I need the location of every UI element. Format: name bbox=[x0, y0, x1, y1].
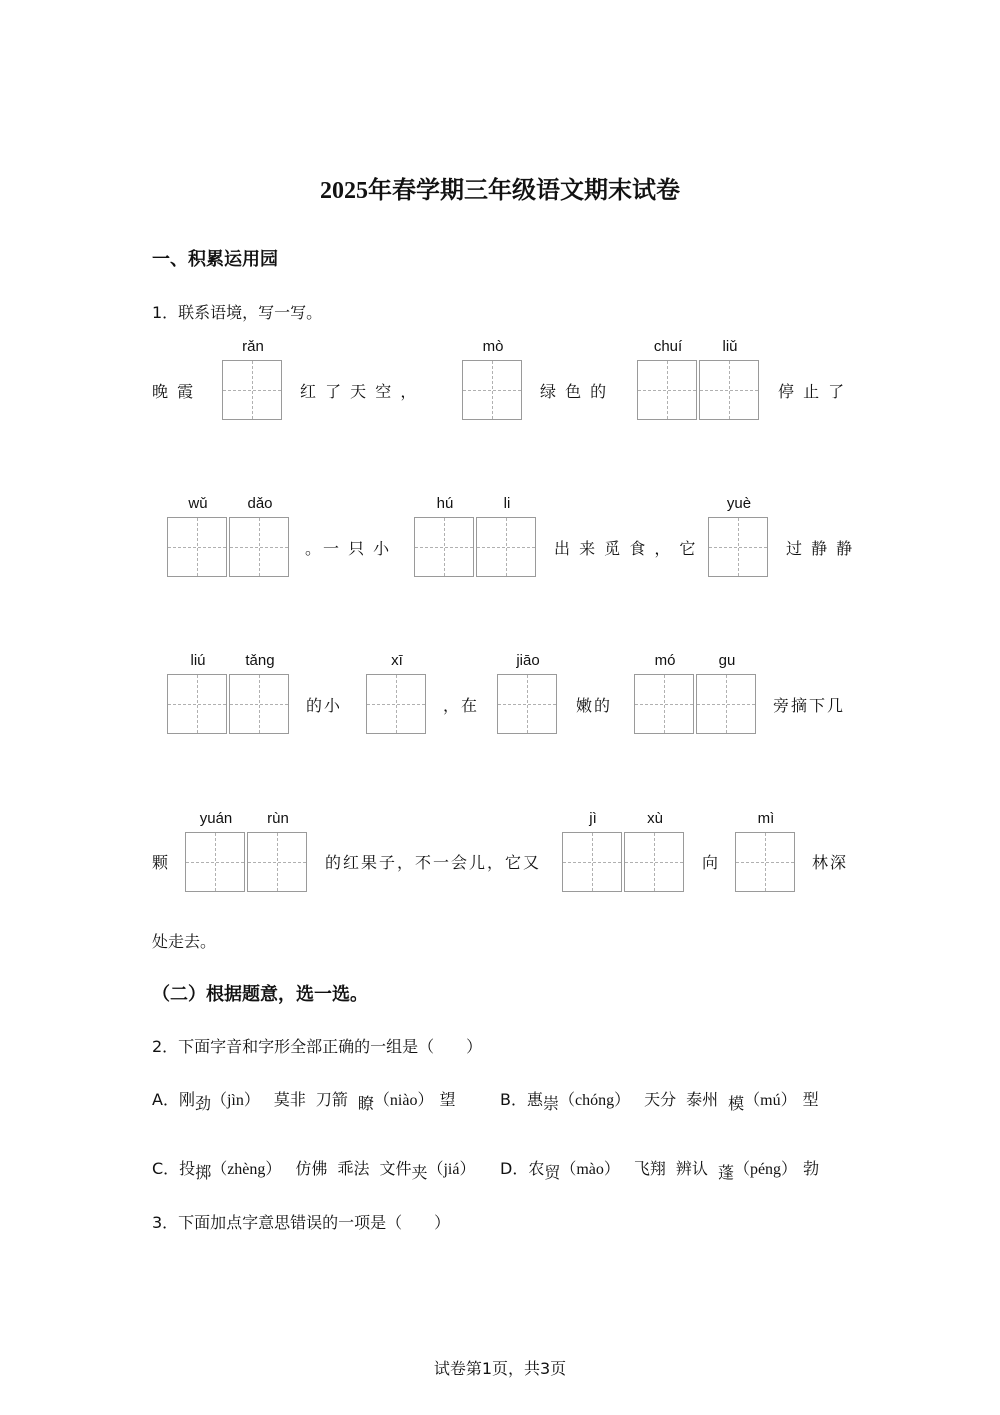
page-title: 2025年春学期三年级语文期末试卷 bbox=[320, 178, 680, 204]
pinyin-mi: mì bbox=[757, 810, 775, 827]
option-b[interactable]: B．惠崇（chóng） 天分 泰州 模（mú） 型 bbox=[500, 1090, 819, 1113]
pinyin-xi: xī bbox=[391, 652, 403, 669]
pinyin-wu: wǔ bbox=[188, 495, 208, 512]
row1-text-2: 红 了 天 空 ， bbox=[300, 382, 419, 401]
answer-box[interactable] bbox=[185, 832, 245, 892]
pinyin-liu2: liú bbox=[190, 652, 206, 669]
answer-box[interactable] bbox=[222, 360, 282, 420]
section-heading-1: 一、积累运用园 bbox=[152, 249, 278, 270]
pinyin-li: li bbox=[503, 495, 511, 512]
row3-text-4: 旁摘下几 bbox=[773, 696, 846, 715]
answer-box[interactable] bbox=[637, 360, 697, 420]
row1-text-3: 绿 色 的 bbox=[540, 382, 609, 401]
pinyin-gu: gu bbox=[718, 652, 736, 669]
pinyin-yuan: yuán bbox=[199, 810, 233, 827]
pinyin-ji: jì bbox=[589, 810, 597, 827]
pinyin-hu: hú bbox=[436, 495, 454, 512]
pinyin-chui: chuí bbox=[653, 338, 683, 355]
pinyin-xu: xù bbox=[647, 810, 663, 827]
pinyin-run: rùn bbox=[267, 810, 289, 827]
pinyin-ran: rǎn bbox=[242, 338, 264, 355]
row3-text-2: ，在 bbox=[443, 696, 480, 715]
row1-text-1: 晚 霞 bbox=[152, 382, 196, 401]
answer-box[interactable] bbox=[229, 517, 289, 577]
option-c[interactable]: C．投掷（zhèng） 仿佛 乖法 文件夹（jiá） bbox=[152, 1159, 476, 1182]
row2-text-3: 过 静 静 bbox=[786, 539, 855, 558]
answer-box[interactable] bbox=[462, 360, 522, 420]
row1-text-4: 停 止 了 bbox=[778, 382, 847, 401]
answer-box[interactable] bbox=[366, 674, 426, 734]
pinyin-mo2: mó bbox=[654, 652, 676, 669]
row4-text-1: 颗 bbox=[152, 853, 171, 872]
answer-box[interactable] bbox=[696, 674, 756, 734]
answer-box[interactable] bbox=[167, 517, 227, 577]
answer-box[interactable] bbox=[247, 832, 307, 892]
question-3-prompt: 3．下面加点字意思错误的一项是（ ） bbox=[152, 1213, 451, 1232]
row3-text-3: 嫩的 bbox=[576, 696, 613, 715]
row4-text-4: 林深 bbox=[812, 853, 849, 872]
section-heading-2: （二）根据题意，选一选。 bbox=[152, 984, 368, 1005]
pinyin-dao: dǎo bbox=[247, 495, 273, 512]
answer-box[interactable] bbox=[414, 517, 474, 577]
row3-text-1: 的小 bbox=[306, 696, 343, 715]
question-2-prompt: 2．下面字音和字形全部正确的一组是（ ） bbox=[152, 1037, 483, 1056]
row4-text-3: 向 bbox=[702, 853, 721, 872]
row2-text-1: 。一 只 小 bbox=[305, 539, 392, 558]
question-1-tail: 处走去。 bbox=[152, 932, 217, 951]
page-footer: 试卷第1页，共3页 bbox=[433, 1359, 567, 1378]
option-a[interactable]: A．刚劲（jìn） 莫非 刀箭 瞭（niào） 望 bbox=[152, 1090, 456, 1113]
answer-box[interactable] bbox=[497, 674, 557, 734]
answer-box[interactable] bbox=[167, 674, 227, 734]
answer-box[interactable] bbox=[476, 517, 536, 577]
answer-box[interactable] bbox=[699, 360, 759, 420]
pinyin-mo: mò bbox=[482, 338, 504, 355]
pinyin-liu: liǔ bbox=[722, 338, 738, 355]
row2-text-2: 出 来 觅 食 ， 它 bbox=[554, 539, 698, 558]
row4-text-2: 的红果子，不一会儿，它又 bbox=[325, 853, 542, 872]
pinyin-yue: yuè bbox=[726, 495, 752, 512]
answer-box[interactable] bbox=[634, 674, 694, 734]
answer-box[interactable] bbox=[229, 674, 289, 734]
answer-box[interactable] bbox=[735, 832, 795, 892]
answer-box[interactable] bbox=[562, 832, 622, 892]
answer-box[interactable] bbox=[624, 832, 684, 892]
pinyin-tang: tǎng bbox=[245, 652, 275, 669]
answer-box[interactable] bbox=[708, 517, 768, 577]
option-d[interactable]: D．农贸（mào） 飞翔 辨认 蓬（péng） 勃 bbox=[500, 1159, 820, 1182]
pinyin-jiao: jiāo bbox=[516, 652, 540, 669]
question-1-prompt: 1．联系语境，写一写。 bbox=[152, 303, 323, 322]
